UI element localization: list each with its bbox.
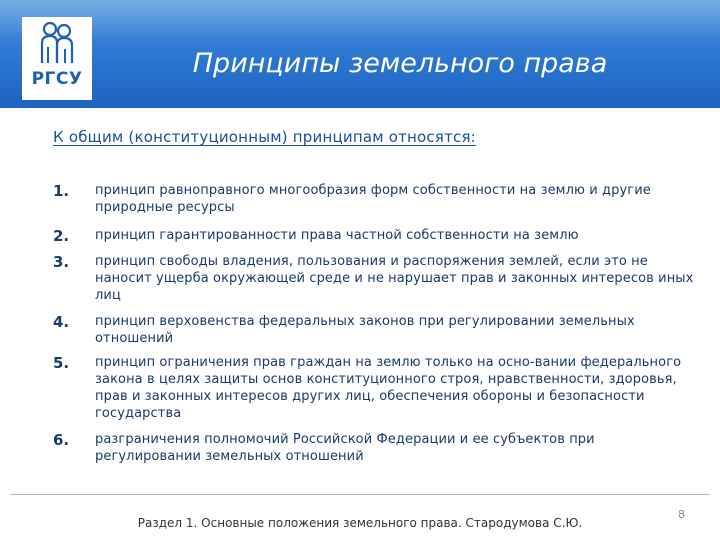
slide-title: Принципы земельного права xyxy=(192,48,608,79)
list-item-number: 4. xyxy=(53,313,70,331)
logo-text: РГСУ xyxy=(31,69,83,89)
page-number: 8 xyxy=(678,508,685,521)
list-item-number: 6. xyxy=(53,431,70,449)
list-item-text: принцип ограничения прав граждан на землю только на осно-вании федерального закона в целях защиты основ конституционного строя, нравственности, здоровья, прав и законных интересов других лиц, обеспечения обороны и безопасности государства xyxy=(95,355,682,421)
list-item-number: 2. xyxy=(53,227,70,245)
list-item-text: принцип верховенства федеральных законов при регулировании земельных отношений xyxy=(95,314,635,346)
footer-text: Раздел 1. Основные положения земельного права. Стародумова С.Ю. xyxy=(137,516,583,530)
list-item-number: 1. xyxy=(53,182,70,200)
header-shine xyxy=(0,0,720,40)
list-item-text: разграничения полномочий Российской Федерации и ее субъектов при регулировании земельных отношений xyxy=(95,432,595,464)
slide-subtitle: К общим (конституционным) принципам относятся: xyxy=(53,128,476,146)
list-item-text: принцип свободы владения, пользования и распоряжения землей, если это не наносит ущерба окружающей среде и не нарушает прав и законных интересов иных лиц xyxy=(95,254,694,303)
list-item-number: 5. xyxy=(53,354,70,372)
rgsu-logo xyxy=(22,17,92,100)
slide-header xyxy=(0,0,720,108)
footer-divider xyxy=(10,494,710,495)
list-item-text: принцип гарантированности права частной собственности на землю xyxy=(95,228,579,243)
list-item-number: 3. xyxy=(53,253,70,271)
rgsu-logo-icon xyxy=(38,21,78,65)
list-item-text: принцип равноправного многообразия форм собственности на землю и другие природные ресурсы xyxy=(95,183,651,215)
